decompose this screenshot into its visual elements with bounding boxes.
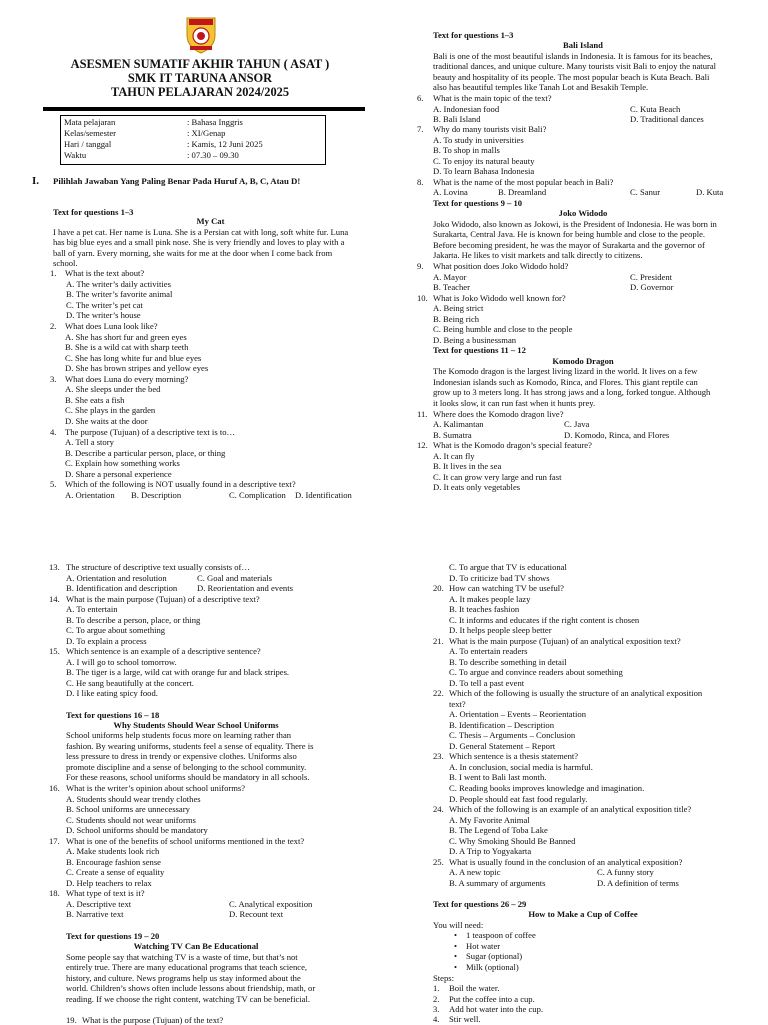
question-text: What does Luna look like?	[65, 321, 158, 331]
step-number: 3.	[433, 1004, 440, 1014]
option: B. Description	[131, 490, 182, 500]
option: C. President	[630, 272, 673, 282]
option: B. She eats a fish	[65, 395, 125, 405]
question-text: The purpose (Tujuan) of a descriptive text is to…	[65, 427, 236, 437]
step-text: Boil the water.	[449, 983, 500, 993]
passage-line: also has beautiful temples like Tanah Lot and Besakih Temple.	[433, 82, 649, 92]
question-number: 4.	[50, 427, 57, 437]
text-for-label: Text for questions 1–3	[433, 30, 514, 40]
option: D. It eats only vegetables	[433, 482, 521, 492]
option: A. Orientation – Events – Reorientation	[449, 709, 586, 719]
ingredients-label: You will need:	[433, 920, 484, 930]
exam-info-box	[60, 115, 326, 165]
option: A. Students should wear trendy clothes	[66, 794, 201, 804]
info-label-class: Kelas/semester	[64, 128, 117, 138]
option: D. Traditional dances	[630, 114, 704, 124]
option: A. She has short fur and green eyes	[65, 332, 187, 342]
question-text: Which of the following is an example of an analytical exposition title?	[449, 804, 692, 814]
passage-line: Some people say that watching TV is a waste of time, but that’s not	[66, 952, 298, 962]
passage-line: Before becoming president, he was the mayor of Surakarta and the governor of	[433, 240, 705, 250]
step-text: Add hot water into the cup.	[449, 1004, 544, 1014]
option: C. Goal and materials	[197, 573, 272, 583]
option: B. Teacher	[433, 282, 470, 292]
passage-line: less pressure to dress in trendy or expensive clothes. Uniforms also	[66, 751, 297, 761]
text-for-label: Text for questions 19 – 20	[66, 931, 160, 941]
option: A. It can fly	[433, 451, 475, 461]
option: C. It can grow very large and run fast	[433, 472, 562, 482]
school-name: SMK IT TARUNA ANSOR	[127, 71, 273, 85]
question-text: What is the main purpose (Tujuan) of an analytical exposition text?	[449, 636, 681, 646]
info-value-time: : 07.30 – 09.30	[187, 150, 239, 160]
option: D. To learn Bahasa Indonesia	[433, 166, 535, 176]
school-logo	[184, 15, 218, 55]
passage-line: reading. If we choose the right content, watching TV can be beneficial.	[66, 994, 311, 1004]
passage-line: Jakarta. He likes to visit markets and talk directly to citizens.	[433, 250, 643, 260]
option: B. Identification and description	[66, 583, 178, 593]
option: B. Describe a particular person, place, or thing	[65, 448, 226, 458]
info-value-class: : XI/Genap	[187, 128, 226, 138]
ingredient-item: • Sugar (optional)	[466, 951, 522, 961]
passage-line: I have a pet cat. Her name is Luna. She is a Persian cat with long, soft white fur. Luna	[53, 227, 349, 237]
question-text: What is the Komodo dragon’s special feature?	[433, 440, 592, 450]
option: A. Kalimantan	[433, 419, 484, 429]
info-value-subject: : Bahasa Inggris	[187, 117, 243, 127]
option: A. To entertain readers	[449, 646, 528, 656]
school-crest-icon	[184, 15, 218, 55]
step-text: Stir well.	[449, 1014, 481, 1024]
option: D. To tell a past event	[449, 678, 525, 688]
option: A. It makes people lazy	[449, 594, 531, 604]
question-number: 17.	[49, 836, 60, 846]
option: D. I like eating spicy food.	[66, 688, 158, 698]
option: D. Identification	[295, 490, 352, 500]
question-number: 8.	[417, 177, 424, 187]
question-number: 2.	[50, 321, 57, 331]
option: B. Being rich	[433, 314, 480, 324]
question-number: 18.	[49, 888, 60, 898]
option: C. It informs and educates if the right content is chosen	[449, 615, 640, 625]
option: B. Bali Island	[433, 114, 481, 124]
option: D. Kuta	[696, 187, 724, 197]
option: B. She is a wild cat with sharp teeth	[65, 342, 189, 352]
question-number: 13.	[49, 562, 60, 572]
option: A. Mayor	[433, 272, 467, 282]
question-number: 15.	[49, 646, 60, 656]
option: C. Thesis – Arguments – Conclusion	[449, 730, 576, 740]
option: D. School uniforms should be mandatory	[66, 825, 208, 835]
question-text: What is the name of the most popular beach in Bali?	[433, 177, 614, 187]
question-number: 20.	[433, 583, 444, 593]
passage-title: Komodo Dragon	[552, 356, 614, 366]
passage-title: Bali Island	[563, 40, 603, 50]
academic-year: TAHUN PELAJARAN 2024/2025	[110, 85, 290, 99]
question-text: text?	[449, 699, 466, 709]
step-number: 2.	[433, 994, 440, 1004]
question-text: What is one of the benefits of school uniforms mentioned in the text?	[66, 836, 305, 846]
option: D. A Trip to Yogyakarta	[449, 846, 532, 856]
option: C. Java	[564, 419, 590, 429]
steps-label: Steps:	[433, 973, 455, 983]
option: B. To describe a person, place, or thing	[66, 615, 201, 625]
option: C. She has long white fur and blue eyes	[65, 353, 202, 363]
option: D. To criticize bad TV shows	[449, 573, 550, 583]
question-text: Which sentence is a thesis statement?	[449, 751, 579, 761]
passage-line: traditional dances, and unique culture. Many tourists visit Bali to enjoy the natural	[433, 61, 717, 71]
question-number: 14.	[49, 594, 60, 604]
question-number: 12.	[417, 440, 428, 450]
question-text: The structure of descriptive text usually consists of…	[66, 562, 251, 572]
passage-line: Bali is one of the most beautiful islands in Indonesia. It is famous for its beaches,	[433, 51, 713, 61]
option: C. He sang beautifully at the concert.	[66, 678, 194, 688]
option: D. Being a businessman	[433, 335, 517, 345]
passage-line: For these reasons, school uniforms should be mandatory in all schools.	[66, 772, 310, 782]
question-number: 22.	[433, 688, 444, 698]
option: C. Sanur	[630, 187, 661, 197]
option: B. To describe something in detail	[449, 657, 567, 667]
question-text: Where does the Komodo dragon live?	[433, 409, 564, 419]
question-text: What is the purpose (Tujuan) of the text?	[82, 1015, 224, 1025]
option: D. She waits at the door	[65, 416, 148, 426]
option: A. To study in universities	[433, 135, 524, 145]
option: A. Make students look rich	[66, 846, 160, 856]
question-text: What is Joko Widodo well known for?	[433, 293, 566, 303]
header-rule	[43, 107, 365, 111]
option: D. She has brown stripes and yellow eyes	[65, 363, 209, 373]
section-instruction: Pilihlah Jawaban Yang Paling Benar Pada Huruf A, B, C, Atau D!	[53, 176, 301, 186]
question-number: 7.	[417, 124, 424, 134]
passage-title: My Cat	[196, 216, 225, 226]
option: C. To enjoy its natural beauty	[433, 156, 535, 166]
step-text: Put the coffee into a cup.	[449, 994, 535, 1004]
info-label-time: Waktu	[64, 150, 87, 160]
question-number: 11.	[417, 409, 428, 419]
passage-line: ball of yarn. Every morning, she waits for me at the door when I come back from	[53, 248, 333, 258]
question-text: What does Luna do every morning?	[65, 374, 189, 384]
question-text: What is the main topic of the text?	[433, 93, 552, 103]
question-number: 24.	[433, 804, 444, 814]
option: C. Create a sense of equality	[66, 867, 165, 877]
option: B. It teaches fashion	[449, 604, 520, 614]
question-text: What is the text about?	[65, 268, 145, 278]
option: A. Indonesian food	[433, 104, 500, 114]
option: A. She sleeps under the bed	[65, 384, 161, 394]
passage-line: grow up to 3 meters long. It has strong jaws and a long, forked tongue. Although	[433, 387, 711, 397]
passage-line: world. Children’s shows often include lessons about friendship, math, or	[66, 983, 316, 993]
passage-line: fashion. By wearing uniforms, students feel a sense of equality. There is	[66, 741, 314, 751]
passage-title: Joko Widodo	[558, 208, 608, 218]
option: D. To explain a process	[66, 636, 147, 646]
question-text: Which of the following is NOT usually found in a descriptive text?	[65, 479, 296, 489]
option: D. It helps people sleep better	[449, 625, 552, 635]
passage-line: Surakarta, Central Java. He is known for being humble and close to the people.	[433, 229, 706, 239]
passage-title: Watching TV Can Be Educational	[133, 941, 259, 951]
option: B. Sumatra	[433, 430, 472, 440]
option: C. A funny story	[597, 867, 654, 877]
question-text: What is the main purpose (Tujuan) of a descriptive text?	[66, 594, 260, 604]
option: B. I went to Bali last month.	[449, 772, 547, 782]
question-number: 23.	[433, 751, 444, 761]
option: B. Encourage fashion sense	[66, 857, 161, 867]
step-number: 1.	[433, 983, 440, 993]
passage-line: School uniforms help students focus more on learning rather than	[66, 730, 292, 740]
question-text: What is the writer’s opinion about school uniforms?	[66, 783, 246, 793]
option: C. Complication	[229, 490, 286, 500]
option: B. It lives in the sea	[433, 461, 502, 471]
text-for-label: Text for questions 26 – 29	[433, 899, 527, 909]
question-number: 9.	[417, 261, 424, 271]
option: D. People should eat fast food regularly.	[449, 794, 588, 804]
question-number: 3.	[50, 374, 57, 384]
info-label-subject: Mata pelajaran	[64, 117, 116, 127]
passage-title: How to Make a Cup of Coffee	[528, 909, 638, 919]
option: D. Reorientation and events	[197, 583, 293, 593]
option: C. She plays in the garden	[65, 405, 156, 415]
passage-line: school.	[53, 258, 78, 268]
option: B. Identification – Description	[449, 720, 555, 730]
ingredient-item: • Milk (optional)	[466, 962, 519, 972]
passage-line: The Komodo dragon is the largest living lizard in the world. It lives on a few	[433, 366, 698, 376]
option: C. Reading books improves knowledge and imagination.	[449, 783, 645, 793]
option: D. Help teachers to relax	[66, 878, 152, 888]
option: C. Why Smoking Should Be Banned	[449, 836, 576, 846]
option: C. Being humble and close to the people	[433, 324, 573, 334]
question-number: 5.	[50, 479, 57, 489]
passage-line: has big blue eyes and a small pink nose. She is very friendly and loves to play with a	[53, 237, 345, 247]
question-number: 19.	[66, 1015, 77, 1025]
ingredient-item: • 1 teaspoon of coffee	[466, 930, 536, 940]
option: A. Tell a story	[65, 437, 114, 447]
question-number: 21.	[433, 636, 444, 646]
section-number: I.	[32, 175, 40, 187]
ingredient-item: • Hot water	[466, 941, 500, 951]
option: C. To argue about something	[66, 625, 166, 635]
option: C. The writer’s pet cat	[66, 300, 143, 310]
question-text: Why do many tourists visit Bali?	[433, 124, 547, 134]
option: D. Governor	[630, 282, 674, 292]
option: A. I will go to school tomorrow.	[66, 657, 177, 667]
option: B. A summary of arguments	[449, 878, 546, 888]
question-text: Which sentence is an example of a descriptive sentence?	[66, 646, 261, 656]
option: B. The writer’s favorite animal	[66, 289, 173, 299]
question-text: How can watching TV be useful?	[449, 583, 564, 593]
question-number: 6.	[417, 93, 424, 103]
question-number: 16.	[49, 783, 60, 793]
option: C. To argue that TV is educational	[449, 562, 567, 572]
info-value-date: : Kamis, 12 Juni 2025	[187, 139, 263, 149]
question-number: 1.	[50, 268, 57, 278]
question-number: 25.	[433, 857, 444, 867]
passage-line: Indonesian islands such as Komodo, Rinca, and Flores. This giant reptile can	[433, 377, 698, 387]
option: A. My Favorite Animal	[449, 815, 530, 825]
option: B. The tiger is a large, wild cat with orange fur and black stripes.	[66, 667, 290, 677]
option: A. Orientation	[65, 490, 115, 500]
option: C. Kuta Beach	[630, 104, 681, 114]
option: A. A new topic	[449, 867, 501, 877]
passage-line: history, and culture. News programs help us stay informed about the	[66, 973, 301, 983]
option: A. Descriptive text	[66, 899, 132, 909]
option: A. Lovina	[433, 187, 468, 197]
exam-title: ASESMEN SUMATIF AKHIR TAHUN ( ASAT )	[70, 57, 330, 71]
passage-line: beauty and hospitality of its people. The most popular beach is Kuta Beach. Bali	[433, 72, 710, 82]
option: B. To shop in malls	[433, 145, 500, 155]
option: A. In conclusion, social media is harmful.	[449, 762, 593, 772]
passage-title: Why Students Should Wear School Uniforms	[113, 720, 279, 730]
option: D. The writer’s house	[66, 310, 141, 320]
option: A. The writer’s daily activities	[66, 279, 171, 289]
info-label-date: Hari / tanggal	[64, 139, 112, 149]
option: C. Explain how something works	[65, 458, 180, 468]
option: D. A definition of terms	[597, 878, 679, 888]
option: B. School uniforms are unnecessary	[66, 804, 190, 814]
option: A. Being strict	[433, 303, 484, 313]
option: B. Dreamland	[498, 187, 547, 197]
passage-line: entirely true. There are many educational programs that teach science,	[66, 962, 308, 972]
question-text: Which of the following is usually the structure of an analytical exposition	[449, 688, 703, 698]
option: D. Komodo, Rinca, and Flores	[564, 430, 670, 440]
option: D. General Statement – Report	[449, 741, 556, 751]
step-number: 4.	[433, 1014, 440, 1024]
passage-line: promote discipline and a sense of belonging to the school community.	[66, 762, 307, 772]
passage-line: Joko Widodo, also known as Jokowi, is the President of Indonesia. He was born in	[433, 219, 717, 229]
text-for-label: Text for questions 11 – 12	[433, 345, 526, 355]
question-text: What position does Joko Widodo hold?	[433, 261, 569, 271]
option: A. Orientation and resolution	[66, 573, 167, 583]
question-text: What type of text is it?	[66, 888, 145, 898]
option: A. To entertain	[66, 604, 118, 614]
question-number: 10.	[417, 293, 428, 303]
option: B. The Legend of Toba Lake	[449, 825, 548, 835]
option: B. Narrative text	[66, 909, 124, 919]
question-text: What is usually found in the conclusion of an analytical exposition?	[449, 857, 683, 867]
option: C. Analytical exposition	[229, 899, 313, 909]
text-for-label: Text for questions 1–3	[53, 207, 134, 217]
option: C. To argue and convince readers about something	[449, 667, 623, 677]
passage-line: it looks slow, it can run fast when it hunts prey.	[433, 398, 596, 408]
option: D. Share a personal experience	[65, 469, 172, 479]
option: D. Recount text	[229, 909, 284, 919]
text-for-label: Text for questions 9 – 10	[433, 198, 523, 208]
option: C. Students should not wear uniforms	[66, 815, 196, 825]
text-for-label: Text for questions 16 – 18	[66, 710, 160, 720]
